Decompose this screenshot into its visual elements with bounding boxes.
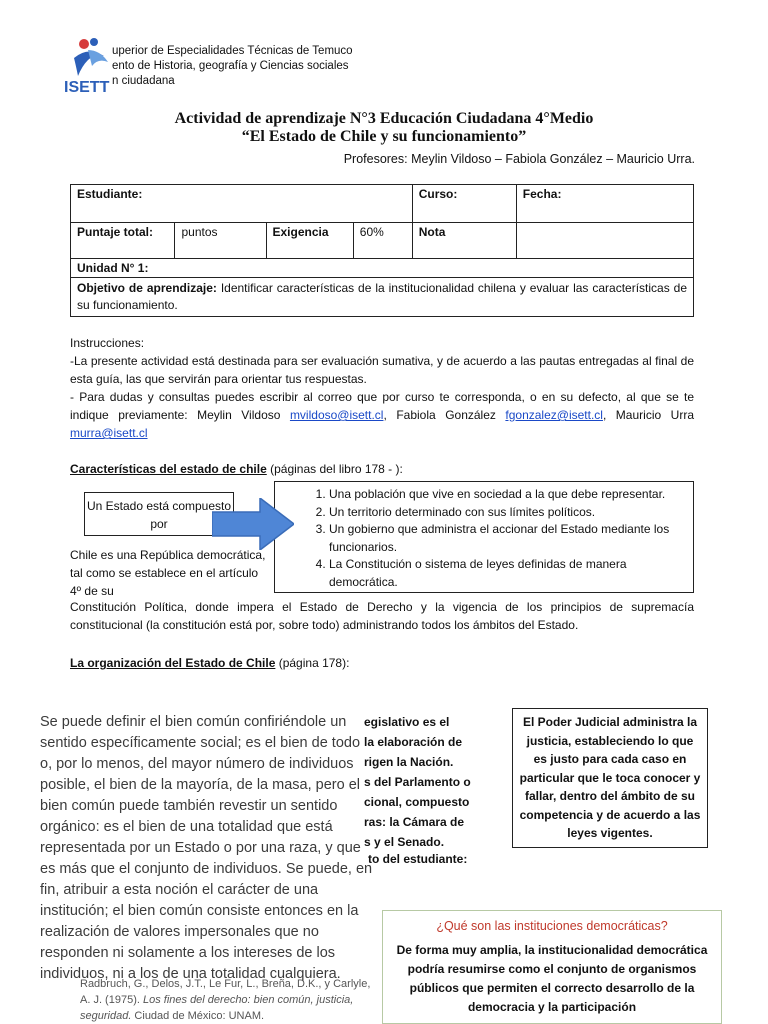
institution-line-1: uperior de Especialidades Técnicas de Temuco <box>112 45 353 57</box>
democratic-institutions-box <box>382 910 722 1024</box>
legislative-line: egislativo es el <box>364 715 450 729</box>
legislative-line: la elaboración de <box>364 735 463 749</box>
state-elements-list <box>275 486 687 591</box>
instructions-line-1: -La presente actividad está destinada para ser evaluación sumativa, y de acuerdo a las pautas entregadas al final de esta guía, las que servirán para orientar tus respuestas. <box>70 354 694 386</box>
grade-label-cell: Nota <box>412 223 516 259</box>
activity-title: Actividad de aprendizaje N°3 Educación Ciudadana 4°Medio <box>174 110 594 127</box>
instructions-section <box>70 334 694 442</box>
democratic-institutions-title: ¿Qué son las instituciones democráticas? <box>436 919 668 933</box>
institution-header <box>112 44 353 89</box>
institution-line-2: ento de Historia, geografía y Ciencias sociales <box>112 60 349 72</box>
state-elements-list-box <box>274 481 694 593</box>
unit-cell: Unidad N° 1: <box>71 259 694 278</box>
date-cell[interactable]: Fecha: <box>516 185 693 223</box>
chile-republic-text: Chile es una República democrática, tal como se establece en el artículo 4º de su <box>70 548 266 598</box>
email-link-gonzalez[interactable]: fgonzalez@isett.cl <box>505 408 603 422</box>
state-composition-box: Un Estado está compuesto por <box>84 492 234 536</box>
judicial-power-box: El Poder Judicial administra la justicia, estableciendo lo que es justo para cada caso en particular que le toca conocer y fallar, dentro del ámbito de su competencia y de acuerdo a las leyes vigentes. <box>512 708 708 848</box>
isett-logo <box>64 36 118 96</box>
legislative-box <box>364 712 504 852</box>
legislative-line: s del Parlamento o <box>364 775 471 789</box>
common-good-quote: Se puede definir el bien común confiriéndole un sentido específicamente social; es el bien de todo o, por lo menos, del mayor número de individuos posible, el bien de la mayoría, de la masa, pero el bien común puede también revestir un sentido orgánico: es el bien de una totalidad que está representada por un Estado o por una raza, y que es más que el conjunto de individuos. Se puede, en fin, atribuir a esta noción el carácter de una institución; el bien común consiste entonces en la realización de valores impersonales que no responden ni solamente a los intereses de los individuos, ni a los de una totalidad cualquiera. <box>40 714 373 982</box>
grade-value-cell[interactable] <box>516 223 693 259</box>
organization-heading: La organización del Estado de Chile (página 178): <box>70 656 350 670</box>
characteristics-heading: Características del estado de chile (páginas del libro 178 - ): <box>70 462 403 476</box>
activity-subtitle: “El Estado de Chile y su funcionamiento” <box>241 128 527 145</box>
points-cell[interactable]: puntos <box>175 223 266 259</box>
legislative-line: rigen la Nación. <box>364 755 454 769</box>
student-cell[interactable]: Estudiante: <box>71 185 413 223</box>
email-link-vildoso[interactable]: mvildoso@isett.cl <box>289 408 384 422</box>
instructions-line-2: - Para dudas y consultas puedes escribir al correo que por curso te corresponda, o en su defecto, al que se te indique previamente: Meylin Vildoso mvildoso@isett.cl, Fabiola González fgonzalez@isett.cl, Mauricio Urra murra@isett.cl <box>70 390 694 440</box>
institution-line-3: n ciudadana <box>112 75 175 87</box>
constitution-text: Constitución Política, donde impera el Estado de Derecho y la vigencia de los principios de supremacía constitucional (la constitución está por, sobre todo) administrando todos los ámbitos del Estado. <box>70 600 694 632</box>
arrow-right-icon <box>212 498 294 550</box>
instructions-heading: Instrucciones: <box>70 336 145 350</box>
course-cell[interactable]: Curso: <box>412 185 516 223</box>
list-item: 4. La Constitución o sistema de leyes definidas de manera democrática. <box>329 556 687 591</box>
student-info-table <box>70 184 694 317</box>
professors-line: Profesores: Meylin Vildoso – Fabiola González – Mauricio Urra. <box>343 152 695 166</box>
score-label-cell: Puntaje total: <box>71 223 175 259</box>
legislative-line: cional, compuesto <box>364 795 470 809</box>
democratic-institutions-body: De forma muy amplia, la institucionalidad democrática podría resumirse como el conjunto de organismos públicos que permiten el correcto desarrollo de la democracia y la participación <box>396 943 708 1014</box>
quote-citation: Radbruch, G., Delos, J.T., Le Fur, L., Breña, D.K., y Carlyle, A. J. (1975). Los fines del derecho: bien común, justicia, seguridad. Ciudad de México: UNAM. <box>80 978 371 1022</box>
email-link-urra[interactable]: murra@isett.cl <box>70 426 148 440</box>
list-item: 3. Un gobierno que administra el accionar del Estado mediante los funcionarios. <box>329 521 687 556</box>
svg-text:ISETT: ISETT <box>64 79 110 96</box>
requirement-label-cell: Exigencia <box>266 223 353 259</box>
legislative-line: s y el Senado. <box>364 835 445 849</box>
student-prompt: to del estudiante: <box>368 852 468 866</box>
objective-cell: Objetivo de aprendizaje: Identificar características de la institucionalidad chilena y evaluar las características de su funcionamiento. <box>71 278 694 317</box>
list-item: 1. Una población que vive en sociedad a la que debe representar. <box>329 486 687 504</box>
requirement-value-cell: 60% <box>353 223 412 259</box>
list-item: 2. Un territorio determinado con sus límites políticos. <box>329 504 687 522</box>
legislative-line: ras: la Cámara de <box>364 815 465 829</box>
